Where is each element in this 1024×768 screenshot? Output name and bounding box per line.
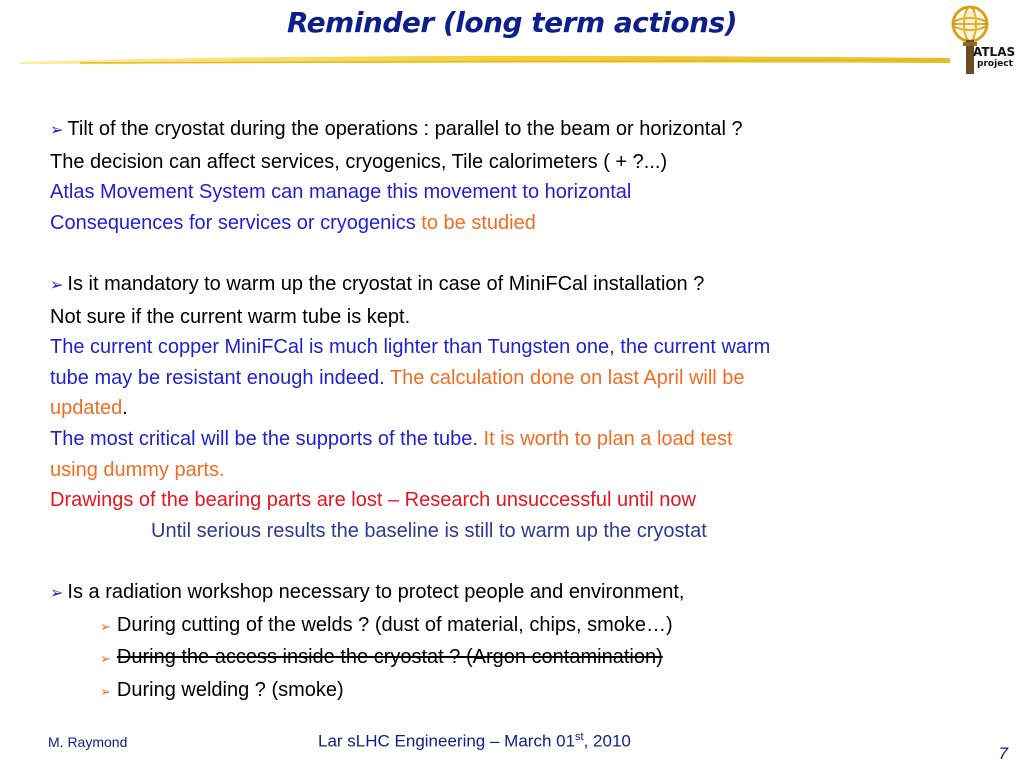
arrow-bullet-icon: ➢	[50, 122, 64, 139]
slide-body	[50, 114, 980, 707]
arrow-bullet-icon: ➢	[100, 618, 111, 634]
footer-event: Lar sLHC Engineering – March 01st, 2010	[318, 731, 631, 751]
section2-line2: Not sure if the current warm tube is kept.	[50, 305, 411, 328]
logo-text-atlas: ATLAS	[973, 45, 1016, 59]
atlas-logo-icon	[942, 2, 1022, 78]
arrow-bullet-icon: ➢	[100, 651, 111, 667]
logo-text-project: project	[977, 59, 1013, 69]
section2-line7: using dummy parts.	[50, 458, 225, 481]
spacer	[50, 546, 980, 577]
page-number: 7	[998, 744, 1008, 763]
arrow-bullet-icon: ➢	[50, 276, 64, 294]
list-item: ➢ During the access inside the cryostat ? (Argon contamination)	[50, 642, 980, 675]
section3-heading: ➢ Is a radiation workshop necessary to protect people and environment,	[50, 577, 980, 610]
section2-line5: updated.	[50, 397, 128, 420]
arrow-bullet-icon: ➢	[50, 584, 64, 602]
slide-title: Reminder (long term actions)	[286, 6, 738, 39]
section2-line8: Drawings of the bearing parts are lost – Research unsuccessful until now	[50, 489, 696, 512]
arrow-bullet-icon: ➢	[100, 683, 111, 699]
section1-line4: Consequences for services or cryogenics to be studied	[50, 211, 536, 234]
spacer	[50, 238, 980, 269]
section2-line4: tube may be resistant enough indeed. The calculation done on last April will be	[50, 366, 745, 389]
section2-line9: Until serious results the baseline is still to warm up the cryostat	[151, 519, 707, 542]
section1-line3: Atlas Movement System can manage this movement to horizontal	[50, 181, 632, 204]
section1-line2: The decision can affect services, cryogenics, Tile calorimeters ( + ?...)	[50, 150, 668, 173]
section2-line6: The most critical will be the supports of the tube. It is worth to plan a load test	[50, 427, 733, 450]
section1-heading: ➢ Tilt of the cryostat during the operations : parallel to the beam or horizontal ?	[50, 114, 980, 147]
section2-line3: The current copper MiniFCal is much lighter than Tungsten one, the current warm	[50, 336, 771, 359]
section2-heading: ➢ Is it mandatory to warm up the cryostat in case of MiniFCal installation ?	[50, 269, 980, 302]
list-item: ➢ During cutting of the welds ? (dust of material, chips, smoke…)	[50, 610, 980, 643]
title-underline-rule	[20, 50, 950, 72]
footer-author: M. Raymond	[48, 734, 128, 750]
list-item: ➢ During welding ? (smoke)	[50, 675, 980, 708]
